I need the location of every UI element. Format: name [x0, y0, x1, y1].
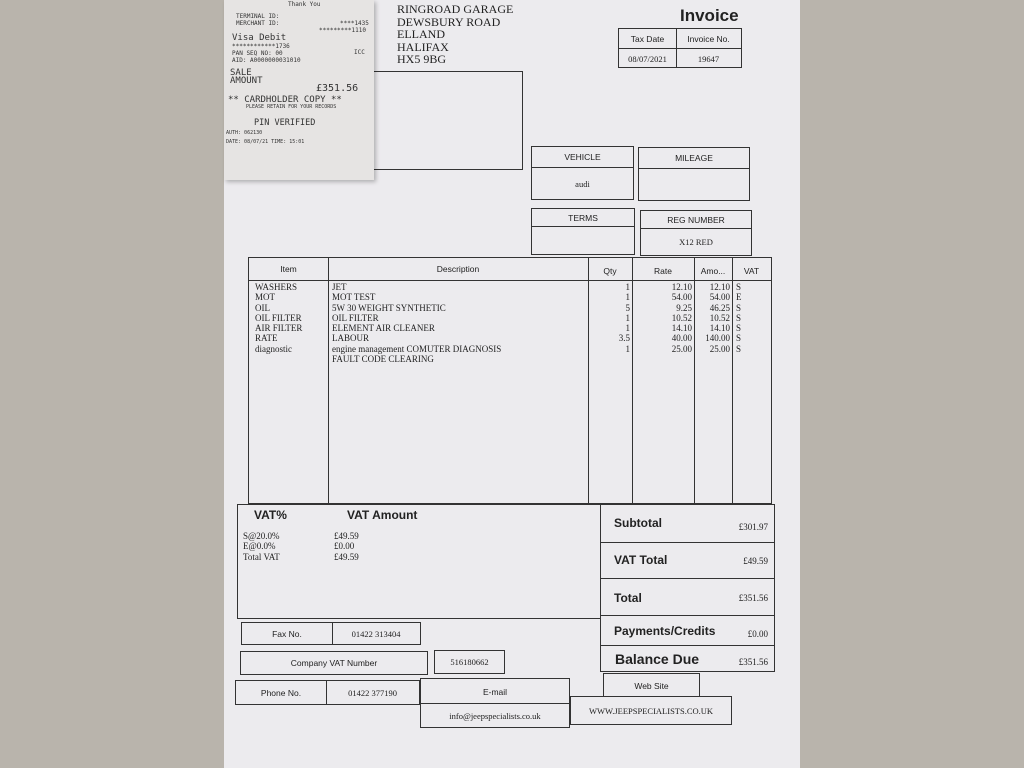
balance-due-value: £351.56	[738, 657, 768, 667]
vat-row-amount: £49.59	[334, 531, 359, 541]
table-row-rate: 40.00	[671, 333, 692, 344]
table-row-amount: 25.00	[709, 343, 730, 354]
reg-label: REG NUMBER	[667, 215, 725, 225]
receipt-card-number: ************1736	[232, 43, 290, 50]
table-row-item: WASHERS	[255, 282, 298, 292]
vat-summary-box	[237, 504, 601, 619]
table-row-vat: S	[736, 302, 742, 313]
invoice-no-label: Invoice No.	[687, 34, 730, 44]
address-line: DEWSBURY ROAD	[397, 14, 501, 29]
col-header-description: Description	[436, 264, 480, 274]
vat-row-label: E@0.0%	[243, 541, 276, 552]
table-row-qty: 1	[625, 323, 630, 334]
email-value: info@jeepspecialists.co.uk	[449, 711, 541, 721]
website-label: Web Site	[634, 681, 669, 691]
vat-row-amount: £0.00	[334, 541, 355, 552]
vat-pct-label: VAT%	[254, 508, 287, 522]
reg-value: X12 RED	[679, 237, 713, 247]
table-row-description: FAULT CODE CLEARING	[332, 354, 434, 365]
website-label-box	[603, 673, 700, 697]
reg-box	[640, 210, 752, 256]
vat-amount-column	[334, 531, 359, 562]
payments-value: £0.00	[747, 629, 768, 639]
col-header-item: Item	[280, 264, 297, 274]
amount-column	[694, 282, 730, 354]
table-row-vat: S	[736, 323, 742, 334]
table-row-qty: 1	[625, 312, 630, 323]
phone-value: 01422 377190	[348, 688, 397, 698]
receipt-card-type: Visa Debit	[232, 33, 287, 43]
total-label: Total	[614, 591, 642, 605]
payments-label: Payments/Credits	[614, 624, 716, 638]
table-row-vat: S	[736, 333, 742, 344]
receipt-merchant-label: MERCHANT ID:	[236, 20, 280, 27]
table-row-vat: E	[736, 292, 742, 303]
receipt-amount-label: AMOUNT	[230, 76, 263, 86]
col-header-amount: Amo...	[700, 266, 726, 276]
mileage-box	[638, 147, 750, 201]
table-row-rate: 25.00	[671, 343, 692, 354]
table-row-item: diagnostic	[255, 343, 292, 354]
receipt-amount: £351.56	[316, 83, 359, 94]
table-row-description: 5W 30 WEIGHT SYNTHETIC	[332, 302, 446, 313]
invoice-title: Invoice	[680, 6, 739, 25]
fax-box	[241, 622, 421, 645]
table-row-amount: 140.00	[705, 333, 730, 344]
table-row-vat: S	[736, 282, 742, 292]
tax-date-value: 08/07/2021	[628, 54, 667, 64]
table-row-amount: 54.00	[709, 292, 730, 303]
table-row-qty: 1	[625, 292, 630, 303]
table-row-amount: 12.10	[709, 282, 730, 292]
rate-column	[632, 282, 692, 354]
table-row-description: OIL FILTER	[332, 312, 379, 323]
email-box	[420, 678, 570, 728]
address-line: ELLAND	[397, 27, 445, 41]
vehicle-box	[531, 146, 634, 200]
totals-box	[600, 504, 775, 672]
table-row-amount: 46.25	[709, 302, 730, 313]
card-receipt	[224, 0, 374, 180]
receipt-merchant-value: *********1110	[319, 27, 366, 34]
invoice-no-value: 19647	[697, 54, 720, 64]
phone-label: Phone No.	[260, 688, 302, 698]
table-row-qty: 5	[625, 302, 630, 313]
website-value: WWW.JEEPSPECIALISTS.CO.UK	[588, 706, 714, 716]
receipt-date-time: DATE: 08/07/21 TIME: 15:01	[226, 139, 305, 145]
phone-box	[235, 680, 420, 705]
address-line: RINGROAD GARAGE	[397, 2, 514, 16]
table-row-description: engine management COMUTER DIAGNOSIS	[332, 343, 502, 354]
table-row-item: AIR FILTER	[255, 323, 303, 334]
mileage-label: MILEAGE	[675, 153, 713, 163]
receipt-thank-you: Thank You	[288, 1, 321, 8]
vat-column	[736, 282, 766, 354]
receipt-cardholder-copy: ** CARDHOLDER COPY **	[228, 95, 342, 105]
receipt-aid: AID: A0000000031010	[232, 57, 301, 64]
receipt-pin-verified: PIN VERIFIED	[254, 118, 316, 128]
table-row-item: OIL FILTER	[255, 312, 302, 323]
table-row-rate: 14.10	[671, 323, 692, 334]
table-row-description: MOT TEST	[332, 292, 376, 303]
receipt-pan-seq: PAN SEQ NO: 00	[232, 50, 283, 57]
receipt-retain-note: PLEASE RETAIN FOR YOUR RECORDS	[246, 104, 337, 110]
receipt-sale-label: SALE	[230, 68, 252, 78]
table-row-qty: 3.5	[618, 333, 630, 344]
table-row-rate: 12.10	[671, 282, 692, 292]
table-row-rate: 9.25	[676, 302, 692, 313]
col-header-vat: VAT	[743, 266, 760, 276]
fax-value: 01422 313404	[351, 629, 401, 639]
table-row-description: ELEMENT AIR CLEANER	[332, 323, 435, 334]
description-column	[332, 282, 586, 364]
vat-row-label: Total VAT	[243, 551, 280, 562]
receipt-auth: AUTH: 062130	[226, 130, 263, 136]
total-value: £351.56	[738, 593, 768, 603]
qty-column	[588, 282, 630, 354]
table-row-qty: 1	[625, 282, 630, 292]
vat-row-amount: £49.59	[334, 551, 359, 562]
table-row-item: OIL	[255, 302, 270, 313]
table-row-qty: 1	[625, 343, 630, 354]
address-line: HALIFAX	[397, 39, 449, 54]
company-address	[397, 3, 557, 66]
vat-total-label: VAT Total	[614, 553, 668, 567]
table-row-vat: S	[736, 312, 742, 323]
terms-box	[531, 208, 635, 255]
col-header-rate: Rate	[654, 266, 672, 276]
col-header-qty: Qty	[603, 266, 617, 276]
vat-amount-label: VAT Amount	[347, 508, 418, 522]
customer-address-box	[373, 71, 523, 170]
table-row-item: MOT	[255, 292, 275, 303]
vat-total-value: £49.59	[743, 556, 768, 566]
table-row-item: RATE	[255, 333, 278, 344]
receipt-terminal-label: TERMINAL ID:	[236, 13, 280, 20]
item-column	[255, 282, 327, 354]
subtotal-value: £301.97	[738, 522, 768, 532]
vat-rate-column	[243, 531, 280, 562]
company-vat-value-box	[434, 650, 505, 674]
company-vat-value: 516180662	[450, 657, 489, 667]
address-line: HX5 9BG	[397, 52, 447, 66]
website-value-box	[570, 696, 732, 725]
table-row-rate: 10.52	[671, 312, 692, 323]
vehicle-label: VEHICLE	[564, 152, 601, 162]
table-row-amount: 10.52	[709, 312, 730, 323]
company-vat-label-box	[240, 651, 428, 675]
invoice-meta-box	[618, 28, 742, 68]
table-row-rate: 54.00	[671, 292, 692, 303]
company-vat-label: Company VAT Number	[290, 658, 378, 668]
tax-date-label: Tax Date	[630, 34, 665, 44]
receipt-terminal-value: ****1435	[340, 20, 369, 27]
subtotal-label: Subtotal	[614, 516, 662, 530]
email-label: E-mail	[482, 687, 508, 697]
vehicle-value: audi	[575, 179, 590, 189]
table-row-vat: S	[736, 343, 742, 354]
table-row-amount: 14.10	[709, 323, 730, 334]
balance-due-label: Balance Due	[615, 651, 700, 667]
items-table	[248, 257, 772, 504]
fax-label: Fax No.	[272, 629, 302, 639]
vat-row-label: S@20.0%	[243, 531, 280, 541]
table-row-description: LABOUR	[332, 333, 370, 344]
receipt-icc: ICC	[354, 49, 365, 56]
table-row-description: JET	[332, 282, 347, 292]
terms-label: TERMS	[568, 213, 598, 223]
